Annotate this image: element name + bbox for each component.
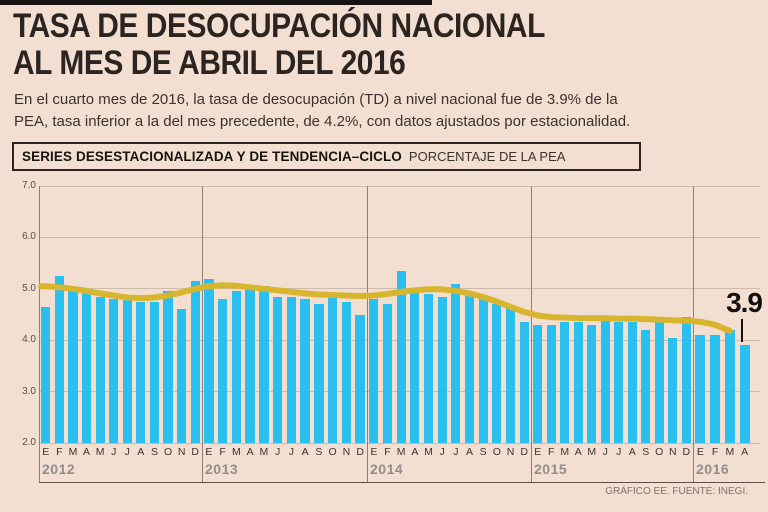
month-label-2012-6: J [111,446,117,458]
bar-2015-D [682,317,691,443]
bar-2014-E [369,299,378,443]
bar-2014-N [506,307,515,443]
month-label-2015-4: A [574,446,582,458]
bar-2015-A [628,322,637,443]
year-label-2016: 2016 [696,461,730,477]
bar-2016-E [695,335,705,443]
bar-2015-M [587,325,596,443]
month-label-2014-8: A [465,446,473,458]
bar-2013-J [273,297,282,443]
bar-2014-D [520,322,529,443]
month-label-2015-6: J [602,446,608,458]
month-label-2013-2: F [219,446,226,458]
title-line-2: AL MES DE ABRIL DEL 2016 [13,44,406,82]
month-label-2015-3: M [560,446,570,458]
callout-pointer-line [741,319,743,342]
month-label-2016-4: A [741,446,749,458]
y-axis-tick-3.0: 3.0 [22,385,36,397]
month-label-2013-12: D [356,446,364,458]
month-label-2014-4: A [411,446,419,458]
month-label-2015-12: D [682,446,691,458]
bar-2012-A [136,302,145,443]
bar-2015-M [560,322,569,443]
month-label-2013-10: O [328,446,337,458]
month-label-2013-11: N [342,446,351,458]
year-divider [693,186,694,482]
month-label-2013-6: J [275,446,281,458]
y-axis-tick-2.0: 2.0 [22,437,36,448]
title-line-1: TASA DE DESOCUPACIÓN NACIONAL [13,7,545,45]
y-axis-tick-7.0: 7.0 [22,180,36,191]
month-label-2012-1: E [42,446,50,458]
gridline-6.0 [39,237,760,238]
bar-2015-J [614,322,623,443]
month-label-2015-10: O [655,446,664,458]
y-axis-line [39,186,40,482]
bar-2013-M [259,286,268,443]
bar-2014-O [492,304,501,443]
month-label-2012-10: O [163,446,173,458]
bar-2015-N [668,338,677,443]
bar-2013-F [218,299,227,443]
month-label-2014-5: M [424,446,433,458]
y-axis-tick-5.0: 5.0 [22,282,36,294]
bar-2013-O [328,294,337,443]
month-label-2012-12: D [191,446,199,458]
bar-2013-D [355,315,364,444]
month-label-2012-9: S [150,446,158,458]
year-label-2015: 2015 [534,461,568,477]
month-label-2012-4: A [83,446,91,458]
month-label-2013-8: A [301,446,309,458]
bar-2014-F [383,304,392,443]
month-label-2013-4: A [246,446,254,458]
month-label-2016-2: F [711,446,719,458]
month-label-2014-2: F [384,446,391,458]
bar-2015-F [547,325,556,443]
month-label-2012-7: J [124,446,130,458]
bar-2014-A [410,291,419,443]
year-label-2013: 2013 [205,461,239,477]
bar-2013-E [204,279,213,443]
bar-2012-S [150,302,159,443]
month-label-2014-11: N [506,446,515,458]
bar-2016-F [710,335,720,443]
month-label-2015-7: J [616,446,622,458]
bar-2013-N [342,302,351,443]
legend-series-label: SERIES DESESTACIONALIZADA Y DE TENDENCIA–CICLO [22,149,402,164]
year-label-2012: 2012 [42,461,76,477]
y-axis-tick-4.0: 4.0 [22,334,36,346]
bar-2014-J [451,284,460,443]
year-divider [531,186,532,482]
month-label-2015-2: F [548,446,555,458]
bar-2014-M [397,271,406,443]
bar-2012-A [82,291,91,443]
month-label-2012-3: M [68,446,78,458]
subtitle-line-2: PEA, tasa inferior a la del mes precedente, de 4.2%, con datos ajustados por estacionalidad. [14,113,631,130]
bar-2012-D [191,281,200,443]
month-label-2013-9: S [315,446,323,458]
month-label-2014-6: J [439,446,445,458]
bar-2012-E [41,307,50,443]
month-label-2015-8: A [628,446,636,458]
month-label-2013-3: M [232,446,241,458]
month-label-2015-11: N [668,446,677,458]
bar-2012-J [123,299,132,443]
month-label-2012-8: A [137,446,145,458]
month-label-2013-1: E [205,446,213,458]
month-label-2015-9: S [642,446,650,458]
bar-2015-J [601,320,610,443]
month-label-2014-3: M [396,446,406,458]
bar-2013-A [300,299,309,443]
bar-2013-S [314,304,323,443]
bar-2012-N [177,309,186,443]
month-label-2015-5: M [587,446,597,458]
subtitle-line-1: En el cuarto mes de 2016, la tasa de desocupación (TD) a nivel nacional fue de 3.9% de la [14,91,618,108]
month-label-2012-5: M [95,446,105,458]
bar-2013-M [232,291,241,443]
y-axis-tick-6.0: 6.0 [22,231,36,243]
gridline-7.0 [39,186,760,187]
bar-2012-M [96,297,105,443]
bar-2012-J [109,299,118,443]
month-label-2015-1: E [534,446,542,458]
year-label-2014: 2014 [370,461,404,477]
month-label-2014-9: S [479,446,487,458]
bar-2014-J [438,297,447,443]
bar-2012-O [163,291,172,443]
month-label-2012-2: F [56,446,63,458]
month-label-2013-5: M [259,446,269,458]
month-label-2016-3: M [725,446,735,458]
bar-2016-A [740,345,750,443]
bar-2015-E [533,325,542,443]
month-label-2012-11: N [177,446,186,458]
bar-2013-J [287,297,296,443]
month-label-2014-1: E [370,446,378,458]
bar-2015-S [641,330,650,443]
month-label-2014-12: D [520,446,528,458]
bar-2016-M [725,330,735,443]
bar-2014-M [424,294,433,443]
bar-2015-A [574,322,583,443]
latest-value-callout: 3.9 [726,287,762,318]
month-label-2016-1: E [696,446,704,458]
bar-2014-A [465,294,474,443]
bar-2012-M [68,289,77,443]
month-label-2013-7: J [288,446,294,458]
bar-2013-A [245,289,254,443]
legend-unit-label: PORCENTAJE DE LA PEA [408,149,566,164]
bar-2012-F [55,276,64,443]
month-label-2014-10: O [492,446,501,458]
bar-2015-O [655,322,664,443]
month-label-2014-7: J [453,446,459,458]
source-credit: GRÁFICO EE. FUENTE: INEGI. [605,486,748,497]
year-divider [367,186,368,482]
chart-bottom-rule [39,482,765,483]
bar-2014-S [479,297,488,443]
year-divider [202,186,203,482]
